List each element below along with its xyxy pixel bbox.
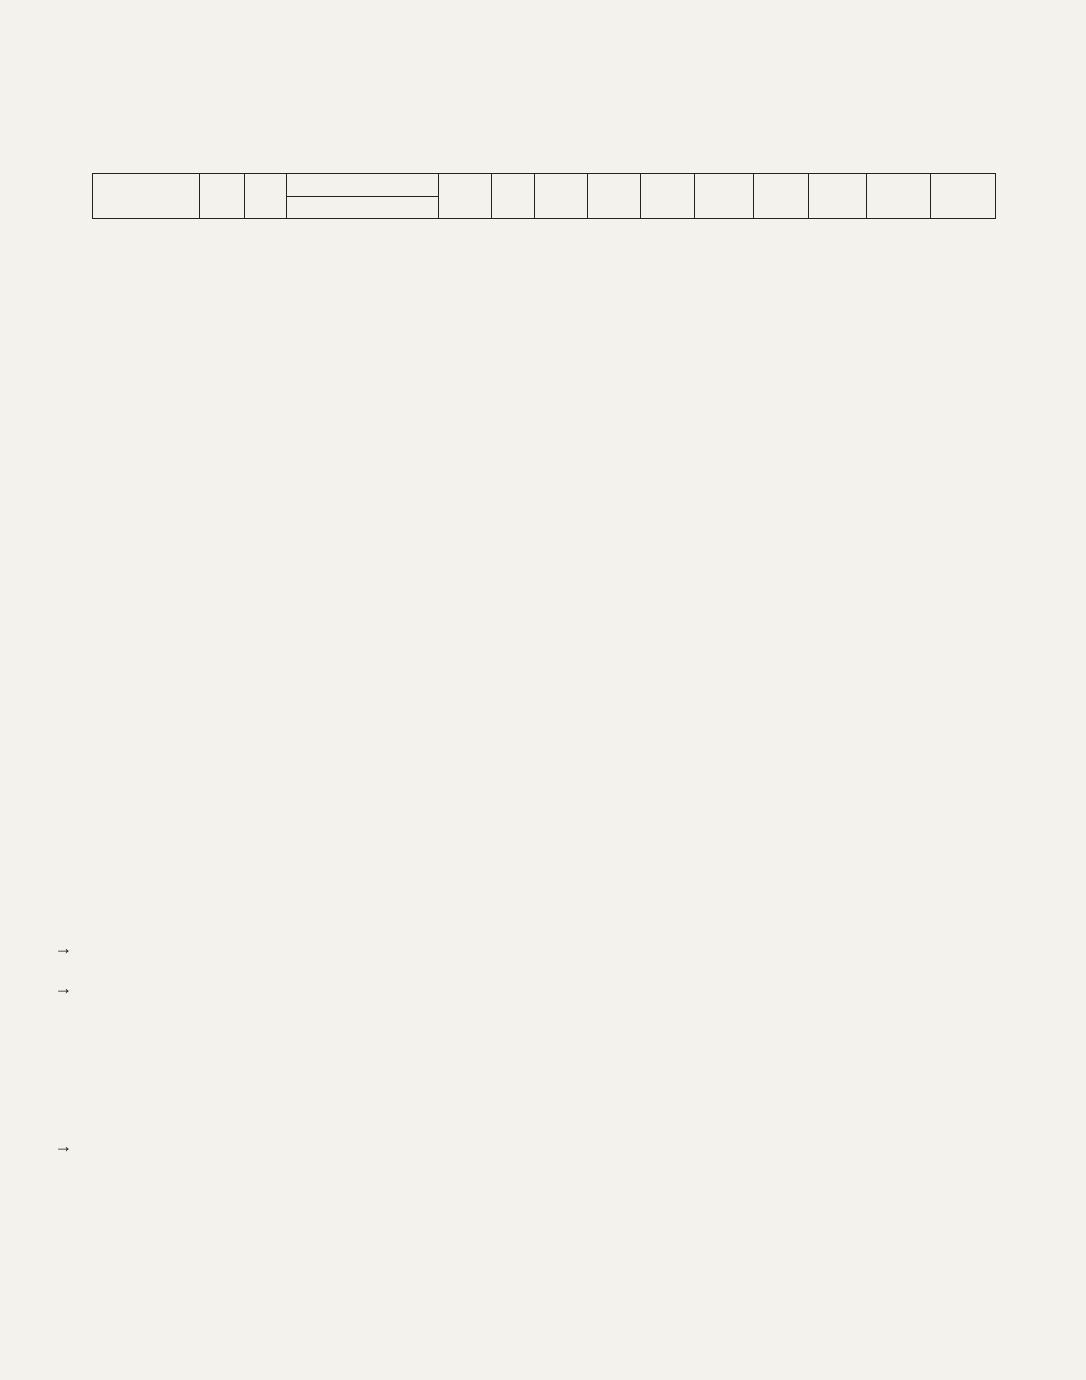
col-pts bbox=[200, 174, 245, 219]
col-f-sdl bbox=[588, 174, 641, 219]
col-d-trs bbox=[754, 174, 809, 219]
tree-data-table bbox=[92, 173, 996, 219]
col-sap bbox=[492, 174, 535, 219]
table-header-row bbox=[93, 174, 996, 219]
col-ci bbox=[931, 174, 996, 219]
arrow-icon: → bbox=[58, 940, 69, 960]
col-d-sap bbox=[535, 174, 588, 219]
arrow-icon: → bbox=[58, 980, 69, 1000]
col-tot-dom bbox=[439, 174, 492, 219]
dom-classes-label bbox=[287, 196, 438, 197]
col-f-trs bbox=[641, 174, 695, 219]
col-dom-trs bbox=[809, 174, 867, 219]
col-dfd bbox=[867, 174, 931, 219]
col-dom-classes bbox=[287, 174, 439, 219]
arrow-icon: → bbox=[58, 1138, 69, 1158]
col-tree bbox=[93, 174, 200, 219]
col-sum-ftr bbox=[695, 174, 754, 219]
col-trs bbox=[245, 174, 287, 219]
